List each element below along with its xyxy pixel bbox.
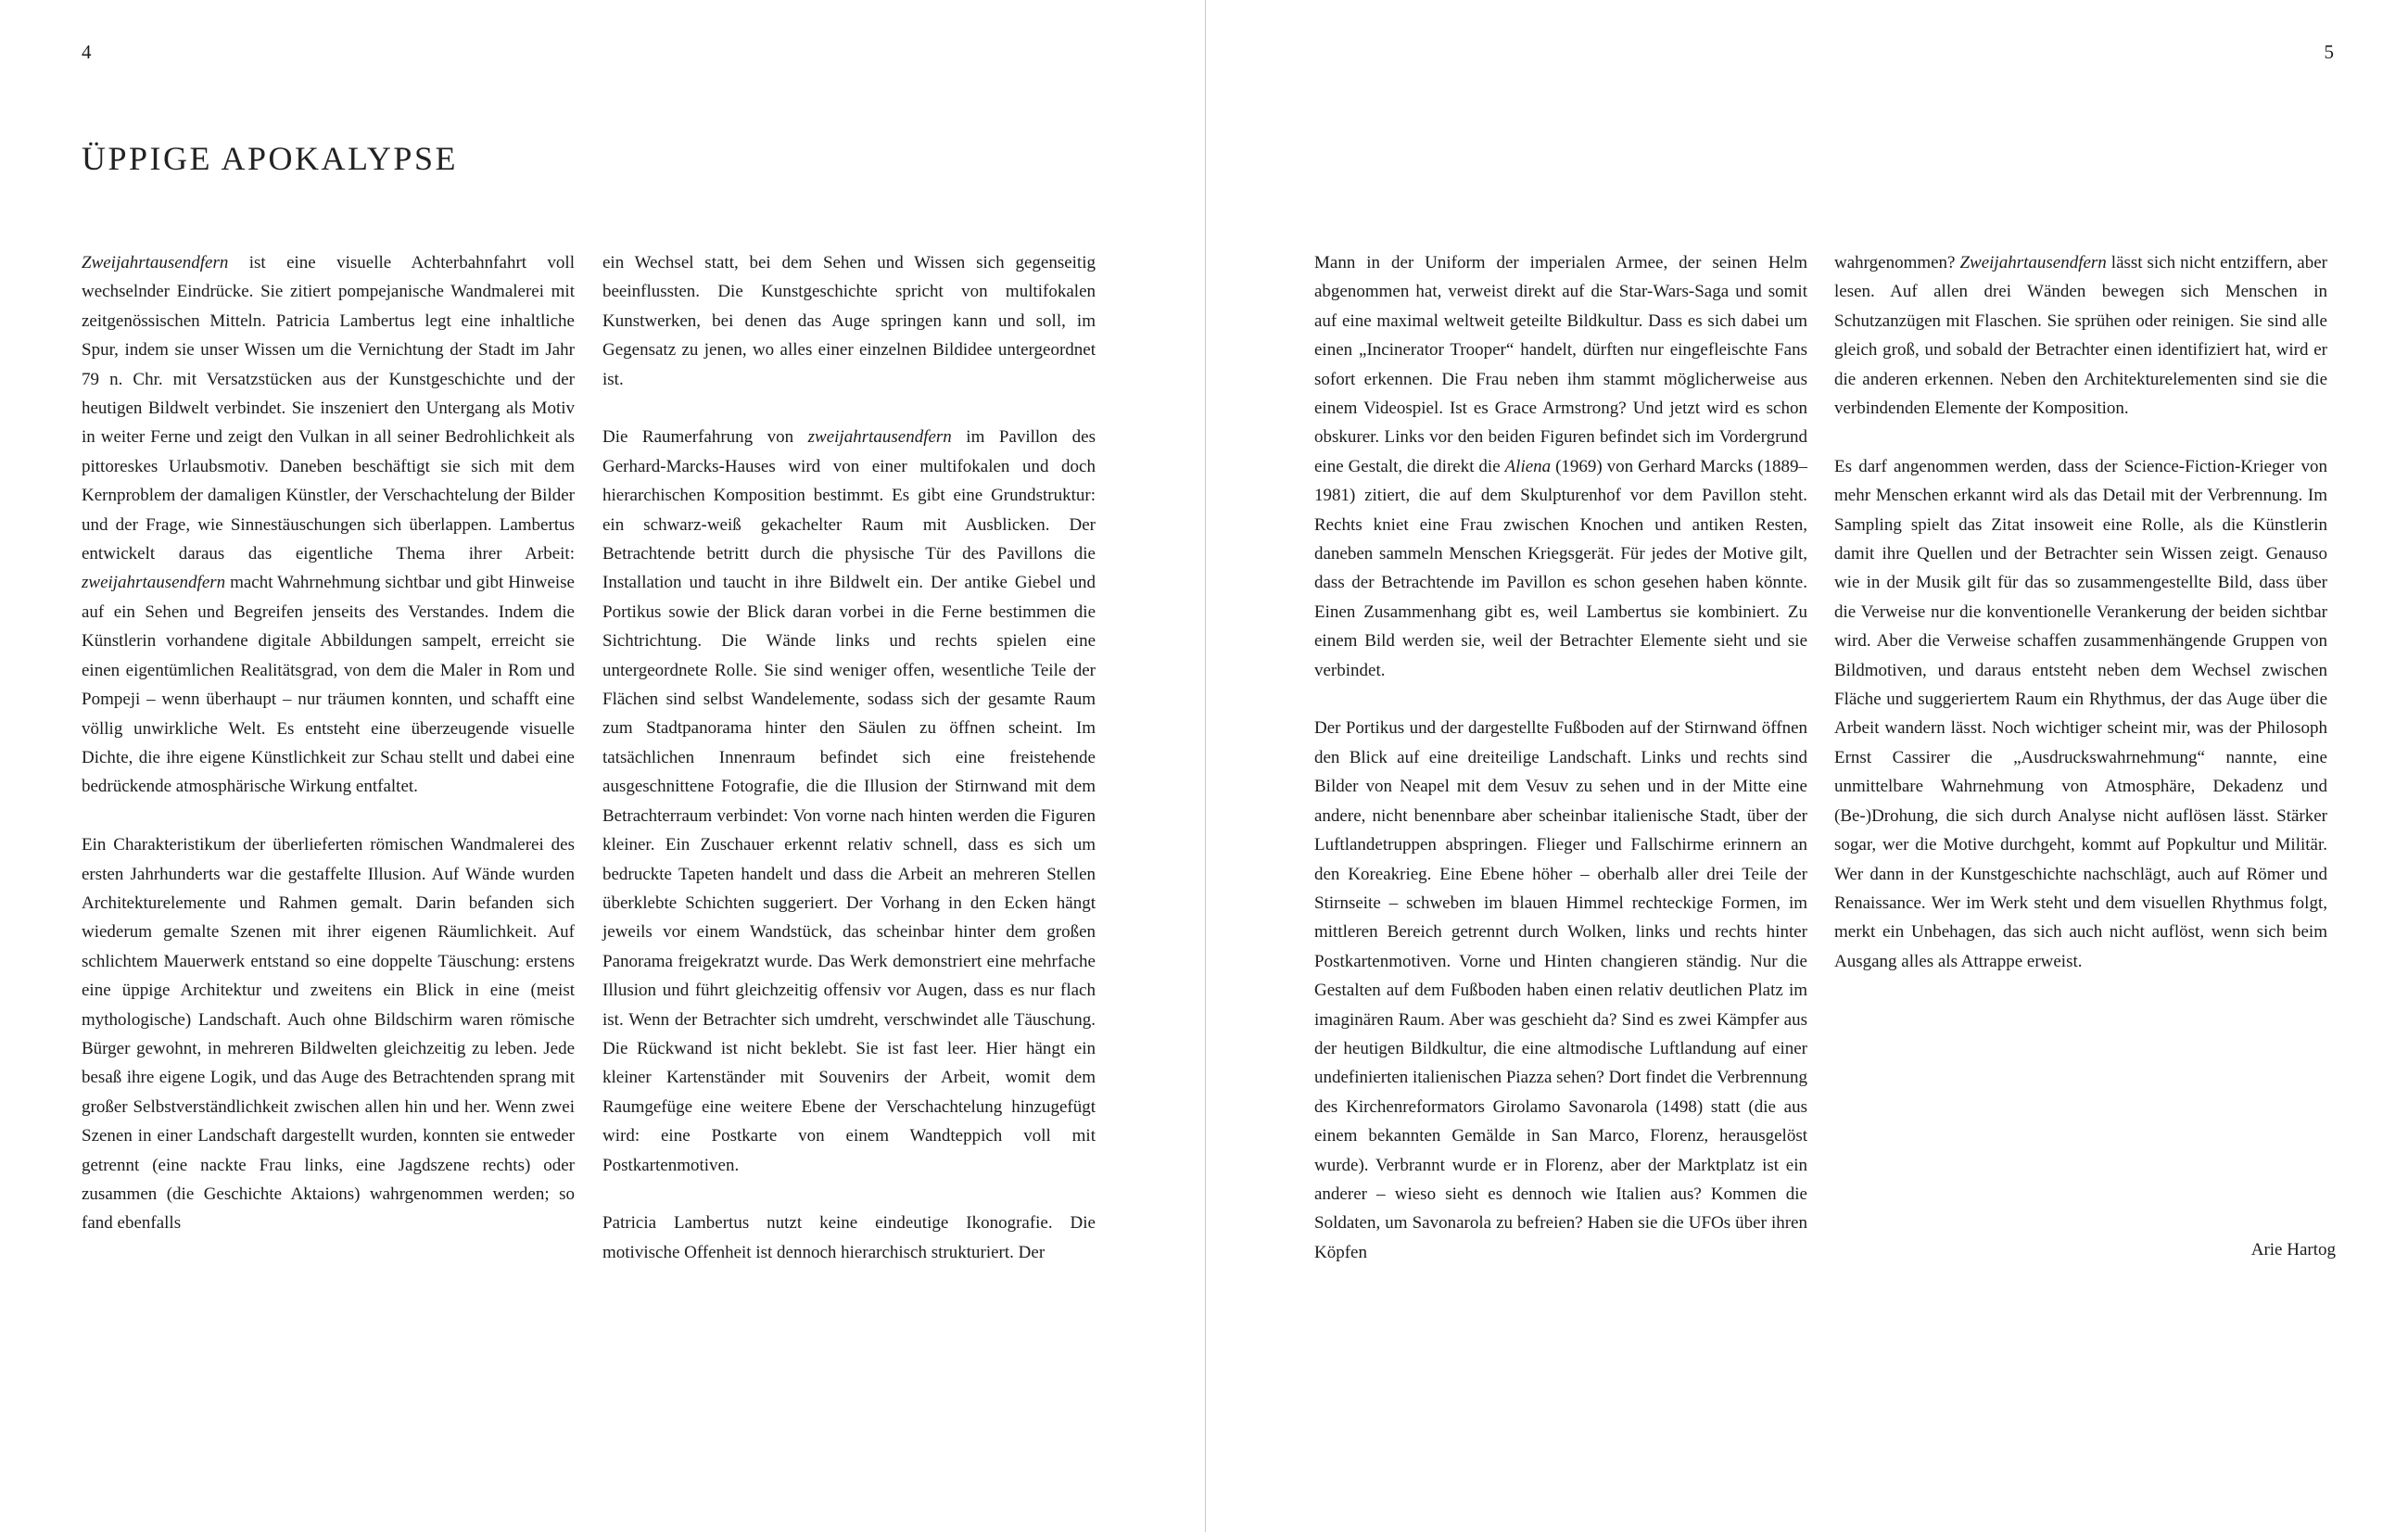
paragraph: Es darf angenommen werden, dass der Science-Fiction-Krieger von mehr Menschen erkannt wird als das Detail mit der Verbrennung. Im Sampling spielt das Zitat insoweit eine Rolle, als die Künstlerin damit ihre Quellen und der Betrachter sein Wissen zeigt. Genauso wie in der Musik gilt für das so zusammengestellte Bild, dass über die Verweise nur die konventionelle Verankerung der beiden sichtbar wird. Aber die Verweise schaffen zusammenhängende Gruppen von Bildmotiven, und daraus entsteht neben dem Wechsel zwischen Fläche und suggeriertem Raum ein Rhythmus, der das Auge über die Arbeit wandern lässt. Noch wichtiger scheint mir, was der Philosoph Ernst Cassirer die „Ausdruckswahrnehmung“ nannte, eine unmittelbare Wahrnehmung von Atmosphäre, Dekadenz und (Be-)Drohung, die sich durch Analyse nicht auflösen lässt. Stärker sogar, wer die Motive durchgeht, kommt auf Popkultur und Militär. Wer dann in der Kunstgeschichte nachschlägt, auch auf Römer und Renaissance. Wer im Werk steht und dem visuellen Rhythmus folgt, merkt ein Unbehagen, das sich auch nicht auflöst, wenn sich beim Ausgang alles als Attrappe erweist. [1834, 456, 2327, 971]
paragraph: ein Wechsel statt, bei dem Sehen und Wissen sich gegenseitig beeinflussten. Die Kunstgeschichte spricht von multifokalen Kunstwerken, bei denen das Auge springen kann und soll, im Gegensatz zu jenen, wo alles einer einzelnen Bildidee untergeordnet ist. [602, 253, 1096, 389]
paragraph: Der Portikus und der dargestellte Fußboden auf der Stirnwand öffnen den Blick auf eine dreiteilige Landschaft. Links und rechts sind Bilder von Neapel mit dem Vesuv zu sehen und in der Mitte eine andere, nicht benennbare aber scheinbar italienische Stadt, über der Luftlandetruppen abspringen. Flieger und Fallschirme erinnern an den Koreakrieg. Eine Ebene höher – oberhalb aller drei Teile der Stirnseite – schweben im blauen Himmel rechteckige Formen, im mittleren Bereich getrennt durch Wolken, links und rechts hinter Postkartenmotiven. Vorne und Hinten changieren ständig. Nur die Gestalten auf dem Fußboden haben einen relativ deutlichen Platz im imaginären Raum. Aber was geschieht da? Sind es zwei Kämpfer aus der heutigen Bildkultur, die eine altmodische Luftlandung auf einer undefinierten italienischen Piazza sehen? Dort findet die Verbrennung des Kirchenreformators Girolamo Savonarola (1498) statt (die aus einem bekannten Gemälde in San Marco, Florenz, herausgelöst wurde). Verbrannt wurde er in Florenz, aber der Marktplatz ist ein anderer – wieso sieht es dennoch wie Italien aus? Kommen die Soldaten, um Savonarola zu befreien? Haben sie die UFOs über ihren Köpfen [1314, 718, 1807, 1262]
text-column-2 [602, 248, 1096, 1297]
paragraph-text: im Pavillon des Gerhard-Marcks-Hauses wird von einer multifokalen und doch hierarchischen Komposition bestimmt. Es gibt eine Grundstruktur: ein schwarz-weiß gekachelter Raum mit Ausblicken. Der Betrachtende betritt durch die physische Tür des Pavillons die Installation und taucht in ihre Bildwelt ein. Der antike Giebel und Portikus sowie der Blick daran vorbei in die Ferne bestimmen die Sichtrichtung. Die Wände links und rechts spielen eine untergeordnete Rolle. Sie sind weniger offen, wesentliche Teile der Flächen sind selbst Wandelemente, sodass sich der gesamte Raum zum Stadtpanorama hinter den Säulen zu öffnen scheint. Im tatsächlichen Innenraum befindet sich eine freistehende ausgeschnittene Fotografie, die die Illusion der Stirnwand mit dem Betrachterraum verbindet: Von vorne nach hinten werden die Figuren kleiner. Ein Zuschauer erkennt relativ schnell, dass es sich um bedruckte Tapeten handelt und dass die Arbeit an mehreren Stellen überklebte Schichten suggeriert. Der Vorhang in den Ecken hängt jeweils vor einem Wandstück, das scheinbar hinter dem großen Panorama freigekratzt wurde. Das Werk demonstriert eine mehrfache Illusion und führt gleichzeitig offensiv vor Augen, dass es nur flach ist. Wenn der Betrachter sich umdreht, verschwindet alle Täuschung. Die Rückwand ist nicht beklebt. Sie ist fast leer. Hier hängt ein kleiner Kartenständer mit Souvenirs der Arbeit, womit dem Raumgefüge eine weitere Ebene der Verschachtelung hinzugefügt wird: eine Postkarte von einem Wandteppich voll mit Postkartenmotiven. [602, 427, 1096, 1175]
text-column-4 [1834, 248, 2327, 1006]
paragraph-text: wahrgenommen? [1834, 253, 1960, 272]
paragraph-text: Mann in der Uniform der imperialen Armee, der seinen Helm abgenommen hat, verweist direkt auf die Star-Wars-Saga und somit auf eine maximal weltweit geteilte Bildkultur. Dass es sich dabei um einen „Incinerator Trooper“ handelt, dürften nur eingefleischte Fans sofort erkennen. Die Frau neben ihm stammt möglicherweise aus einem Videospiel. Ist es Grace Armstrong? Und jetzt wird es schon obskurer. Links vor den beiden Figuren befindet sich im Vordergrund eine Gestalt, die direkt die [1314, 253, 1807, 476]
paragraph [82, 248, 575, 802]
work-title: Zweijahrtausendfern [1959, 253, 2107, 272]
paragraph [602, 423, 1096, 1180]
paragraph [1834, 248, 2327, 423]
work-title: zweijahrtausendfern [82, 573, 226, 593]
text-column-3 [1314, 248, 1807, 1297]
paragraph: Patricia Lambertus nutzt keine eindeutige Ikonografie. Die motivische Offenheit ist dennoch hierarchisch strukturiert. Der [602, 1213, 1096, 1262]
paragraph-text: ist eine visuelle Achterbahnfahrt voll wechselnder Eindrücke. Sie zitiert pompejanische Wandmalerei mit zeitgenössischen Mitteln. Patricia Lambertus legt eine inhaltliche Spur, indem sie unser Wissen um die Vernichtung der Stadt im Jahr 79 n. Chr. mit Versatzstücken aus der Kunstgeschichte und der heutigen Bildwelt verbindet. Sie inszeniert den Untergang als Motiv in weiter Ferne und zeigt den Vulkan in all seiner Bedrohlichkeit als pittoreskes Urlaubsmotiv. Daneben beschäftigt sie sich mit dem Kernproblem der damaligen Künstler, der Verschachtelung der Bilder und der Frage, wie Sinnestäuschungen sich überlappen. Lambertus entwickelt daraus das eigentliche Thema ihrer Arbeit: [82, 253, 575, 564]
work-title: zweijahrtausendfern [807, 427, 952, 448]
text-column-1 [82, 248, 575, 1267]
work-title: Aliena [1504, 456, 1552, 476]
page-number: 4 [82, 41, 92, 63]
page-number: 5 [2324, 41, 2334, 63]
paragraph [1314, 248, 1807, 685]
right-page [1206, 0, 2408, 1532]
paragraph-text: Die Raumerfahrung von [602, 427, 808, 448]
author-signature: Arie Hartog [2250, 1240, 2336, 1260]
work-title: Zweijahrtausendfern [82, 253, 229, 272]
paragraph-text: (1969) von Gerhard Marcks (1889–1981) zitiert, die auf dem Skulpturenhof vor dem Pavillon steht. Rechts kniet eine Frau zwischen Knochen und antiken Resten, daneben sammeln Menschen Kriegsgerät. Für jedes der Motive gilt, dass der Betrachtende im Pavillon es schon gesehen haben könnte. Einen Zusammenhang gibt es, weil Lambertus sie kombiniert. Zu einem Bild werden sie, weil der Betrachter Elemente sieht und sie verbindet. [1314, 456, 1807, 680]
paragraph: Ein Charakteristikum der überlieferten römischen Wandmalerei des ersten Jahrhunderts war die gestaffelte Illusion. Auf Wände wurden Architekturelemente und Rahmen gemalt. Darin befanden sich wiederum gemalte Szenen mit ihrer eigenen Räumlichkeit. Auf schlichtem Mauerwerk entstand so eine doppelte Täuschung: erstens eine üppige Architektur und zweitens ein Blick in eine (meist mythologische) Landschaft. Auch ohne Bildschirm waren römische Bürger gewohnt, in mehreren Bildwelten gleichzeitig zu leben. Jede besaß ihre eigene Logik, und das Auge des Betrachtenden sprang mit großer Selbstverständlichkeit zwischen allen hin und her. Wenn zwei Szenen in einer Landschaft dargestellt wurden, konnten sie entweder getrennt (eine nackte Frau links, eine Jagdszene rechts) oder zusammen (die Geschichte Aktaions) wahrgenommen werden; so fand ebenfalls [82, 835, 575, 1234]
paragraph-text: lässt sich nicht entziffern, aber lesen. Auf allen drei Wänden bewegen sich Menschen in Schutzanzügen mit Flaschen. Sie sprühen oder reinigen. Sie sind alle gleich groß, und sobald der Betrachter einen identifiziert hat, wird er die anderen erkennen. Neben den Architekturelementen sind sie die verbindenden Elemente der Komposition. [1834, 253, 2327, 419]
article-title: ÜPPIGE APOKALYPSE [82, 140, 458, 177]
paragraph-text: macht Wahrnehmung sichtbar und gibt Hinweise auf ein Sehen und Begreifen jenseits des Verstandes. Indem die Künstlerin vorhandene digitale Abbildungen sampelt, erreicht sie einen eigentümlichen Realitätsgrad, von dem die Maler in Rom und Pompeji – wenn überhaupt – nur träumen konnten, und schafft eine völlig unwirkliche Welt. Es entsteht eine überzeugende visuelle Dichte, die ihre eigene Künstlichkeit zur Schau stellt und dabei eine bedrückende atmosphärische Wirkung entfaltet. [82, 573, 575, 797]
